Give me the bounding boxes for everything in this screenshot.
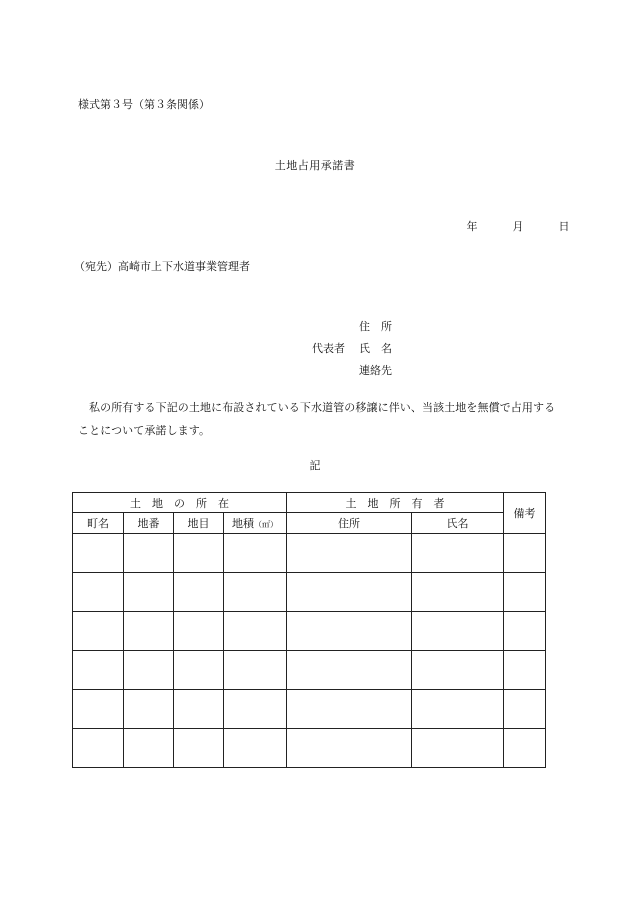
cell-town[interactable] <box>73 534 124 573</box>
cell-lot-number[interactable] <box>124 573 174 612</box>
cell-area[interactable] <box>224 690 287 729</box>
table-row <box>73 612 546 651</box>
table-row <box>73 534 546 573</box>
cell-area[interactable] <box>224 534 287 573</box>
cell-land-category[interactable] <box>174 612 224 651</box>
cell-area[interactable] <box>224 729 287 768</box>
cell-remarks[interactable] <box>504 573 546 612</box>
cell-remarks[interactable] <box>504 690 546 729</box>
representative-label: 代表者 <box>312 342 345 355</box>
form-number: 様式第３号（第３条関係） <box>78 98 210 111</box>
table-row <box>73 651 546 690</box>
table-row <box>73 573 546 612</box>
header-land-owner: 土 地 所 有 者 <box>287 493 504 513</box>
cell-owner-address[interactable] <box>287 729 412 768</box>
land-table <box>72 492 546 768</box>
table-row <box>73 729 546 768</box>
address-label: 住 所 <box>359 320 392 333</box>
contact-label: 連絡先 <box>359 364 392 377</box>
cell-owner-name[interactable] <box>412 534 504 573</box>
cell-land-category[interactable] <box>174 690 224 729</box>
cell-owner-name[interactable] <box>412 729 504 768</box>
cell-lot-number[interactable] <box>124 690 174 729</box>
date-month-label: 月 <box>512 220 524 233</box>
ki-heading: 記 <box>309 459 321 472</box>
land-rows <box>73 534 546 768</box>
cell-land-category[interactable] <box>174 729 224 768</box>
header-land-category: 地目 <box>174 513 224 534</box>
header-lot-number: 地番 <box>124 513 174 534</box>
cell-owner-address[interactable] <box>287 534 412 573</box>
cell-owner-name[interactable] <box>412 573 504 612</box>
cell-town[interactable] <box>73 612 124 651</box>
cell-remarks[interactable] <box>504 651 546 690</box>
date-day-label: 日 <box>558 220 570 233</box>
header-area-unit: （㎡） <box>254 520 278 529</box>
addressee: （宛先）高崎市上下水道事業管理者 <box>74 260 250 273</box>
cell-owner-address[interactable] <box>287 690 412 729</box>
cell-owner-address[interactable] <box>287 573 412 612</box>
cell-owner-name[interactable] <box>412 690 504 729</box>
cell-town[interactable] <box>73 690 124 729</box>
table-row <box>73 690 546 729</box>
cell-town[interactable] <box>73 729 124 768</box>
cell-area[interactable] <box>224 651 287 690</box>
name-label: 氏 名 <box>359 342 392 355</box>
header-area-label: 地積 <box>232 517 254 530</box>
cell-town[interactable] <box>73 651 124 690</box>
cell-remarks[interactable] <box>504 729 546 768</box>
document-title: 土地占用承諾書 <box>274 159 356 172</box>
cell-owner-name[interactable] <box>412 651 504 690</box>
cell-owner-name[interactable] <box>412 612 504 651</box>
header-area <box>224 513 287 534</box>
header-owner-name: 氏名 <box>412 513 504 534</box>
cell-remarks[interactable] <box>504 612 546 651</box>
cell-area[interactable] <box>224 573 287 612</box>
cell-area[interactable] <box>224 612 287 651</box>
cell-lot-number[interactable] <box>124 729 174 768</box>
header-town: 町名 <box>73 513 124 534</box>
cell-lot-number[interactable] <box>124 651 174 690</box>
date-line <box>463 218 570 234</box>
cell-owner-address[interactable] <box>287 612 412 651</box>
consent-statement: 私の所有する下記の土地に布設されている下水道管の移譲に伴い、当該土地を無償で占用することについて承諾します。 <box>78 401 556 437</box>
cell-remarks[interactable] <box>504 534 546 573</box>
cell-lot-number[interactable] <box>124 534 174 573</box>
cell-town[interactable] <box>73 573 124 612</box>
header-land-location: 土 地 の 所 在 <box>73 493 287 513</box>
cell-owner-address[interactable] <box>287 651 412 690</box>
date-year-label: 年 <box>466 220 478 233</box>
header-remarks: 備考 <box>504 493 546 534</box>
cell-land-category[interactable] <box>174 651 224 690</box>
cell-lot-number[interactable] <box>124 612 174 651</box>
header-owner-address: 住所 <box>287 513 412 534</box>
cell-land-category[interactable] <box>174 534 224 573</box>
cell-land-category[interactable] <box>174 573 224 612</box>
